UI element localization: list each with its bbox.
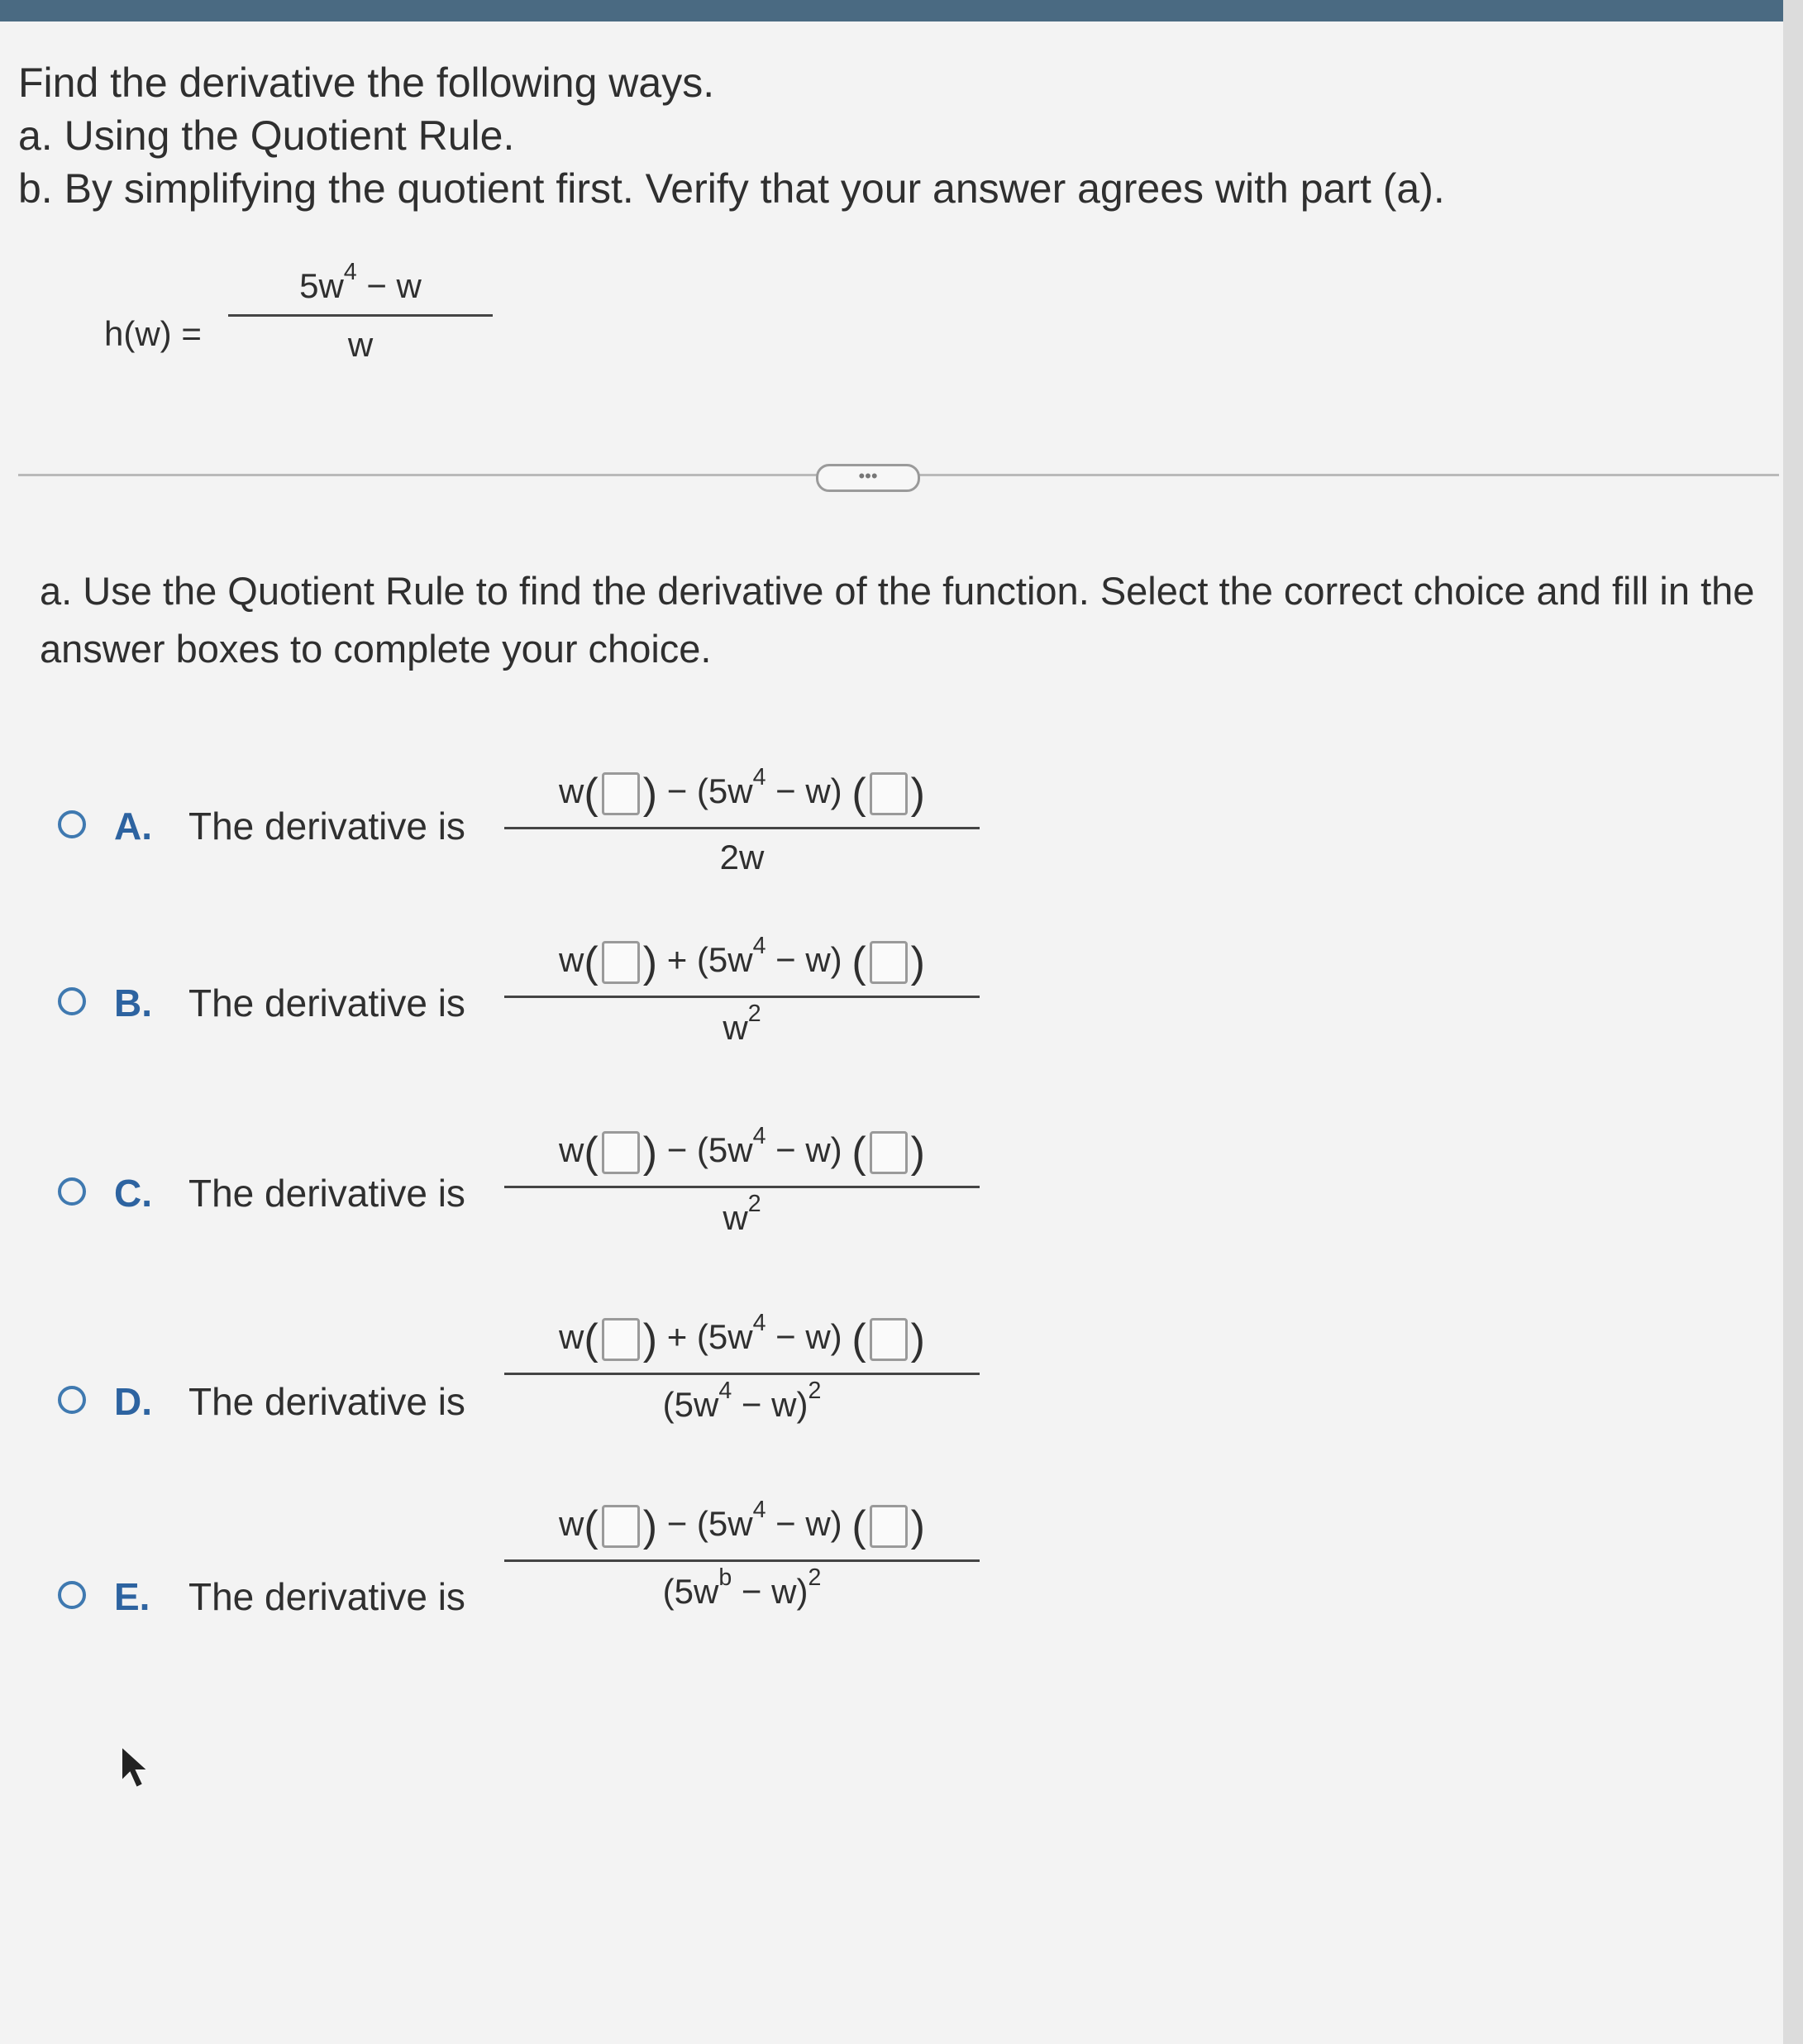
function-denominator: w	[347, 325, 374, 364]
choice-c[interactable]	[58, 1122, 1017, 1277]
choice-e[interactable]	[58, 1496, 1017, 1650]
denominator-d	[504, 1375, 980, 1425]
operator-e: −	[666, 1504, 688, 1544]
denominator-inner-exponent-d: 4	[718, 1377, 732, 1404]
numerator-c: w( ) − $(5w^4 - w)$ ( )	[559, 1122, 925, 1177]
numerator-w: w	[559, 1504, 584, 1544]
radio-button-b[interactable]	[58, 987, 86, 1015]
choice-text-d: The derivative is	[188, 1380, 465, 1423]
choice-letter-d: D.	[114, 1380, 152, 1423]
group-base: (5w	[696, 1130, 753, 1170]
group-exponent: 4	[752, 1309, 766, 1336]
operator-b: +	[666, 940, 688, 980]
group-exponent: 4	[752, 932, 766, 959]
derivative-fraction-e	[504, 1496, 980, 1612]
operator-c: −	[666, 1130, 688, 1170]
radio-button-a[interactable]	[58, 810, 86, 838]
derivative-fraction-a	[504, 763, 980, 877]
operator-a: −	[666, 771, 688, 811]
answer-box-c-1[interactable]	[602, 1131, 640, 1174]
denominator-e	[504, 1562, 980, 1612]
choice-d[interactable]	[58, 1309, 1017, 1464]
numerator-b: w( ) + $(5w^4 - w)$ ( )	[559, 932, 925, 986]
function-lhs: h(w) =	[104, 314, 202, 353]
group-base: (5w	[696, 1317, 753, 1357]
answer-box-b-1[interactable]	[602, 941, 640, 984]
group-tail: − w)	[766, 1504, 842, 1544]
instruction-line-1: Find the derivative the following ways.	[18, 60, 715, 106]
radio-button-e[interactable]	[58, 1581, 86, 1609]
group-tail: − w)	[766, 771, 842, 811]
group-tail: − w)	[766, 940, 842, 980]
radio-button-d[interactable]	[58, 1386, 86, 1414]
answer-box-a-2[interactable]	[870, 772, 908, 815]
choice-letter-a: A.	[114, 805, 152, 848]
choice-a[interactable]	[58, 761, 1017, 910]
group-base: (5w	[696, 940, 753, 980]
numerator-base: 5w	[299, 266, 344, 305]
denominator-outer-exponent-d: 2	[808, 1377, 822, 1404]
denominator-a: 2w	[719, 838, 765, 876]
numerator-exponent: 4	[343, 258, 357, 285]
choice-text-a: The derivative is	[188, 805, 465, 848]
operator-d: +	[666, 1317, 688, 1357]
denominator-inner-base-d: (5w	[662, 1385, 719, 1424]
group-base: (5w	[696, 771, 753, 811]
derivative-fraction-d	[504, 1309, 980, 1425]
denominator-base-b: w	[723, 1008, 748, 1047]
numerator-w: w	[559, 1130, 584, 1170]
group-exponent: 4	[752, 1496, 766, 1523]
answer-box-c-2[interactable]	[870, 1131, 908, 1174]
answer-box-b-2[interactable]	[870, 941, 908, 984]
radio-button-c[interactable]	[58, 1177, 86, 1206]
choice-b[interactable]	[58, 932, 1017, 1086]
choice-letter-b: B.	[114, 981, 152, 1024]
instruction-line-2: a. Using the Quotient Rule.	[18, 112, 515, 159]
choice-text-e: The derivative is	[188, 1575, 465, 1618]
numerator-w: w	[559, 940, 584, 980]
instruction-line-3: b. By simplifying the quotient first. Verify that your answer agrees with part (a).	[18, 165, 1445, 212]
group-base: (5w	[696, 1504, 753, 1544]
numerator-d: w( ) + $(5w^4 - w)$ ( )	[559, 1309, 925, 1363]
numerator-e: w( ) − $(5w^4 - w)$ ( )	[559, 1496, 925, 1550]
denominator-exponent-c: 2	[747, 1190, 761, 1217]
function-fraction	[228, 258, 493, 365]
numerator-a: w( ) − $(5w^4 - w)$ ( )	[559, 763, 925, 818]
function-numerator	[228, 258, 493, 314]
group-tail: − w)	[766, 1317, 842, 1357]
part-a-prompt: a. Use the Quotient Rule to find the derivative of the function. Select the correct choice and fill in the answer boxes to complete your choice.	[40, 569, 1755, 671]
numerator-w: w	[559, 771, 584, 811]
more-options-button[interactable]: •••	[816, 464, 920, 492]
denominator-base-c: w	[723, 1198, 748, 1237]
denominator-inner-base-e: (5w	[662, 1572, 719, 1611]
denominator-outer-exponent-e: 2	[808, 1564, 822, 1591]
denominator-inner-tail-e: − w)	[732, 1572, 808, 1611]
choice-letter-e: E.	[114, 1575, 150, 1618]
choice-text-c: The derivative is	[188, 1172, 465, 1215]
top-bar	[0, 0, 1803, 21]
group-exponent: 4	[752, 763, 766, 790]
answer-box-d-1[interactable]	[602, 1318, 640, 1361]
answer-box-e-2[interactable]	[870, 1505, 908, 1548]
choice-text-b: The derivative is	[188, 981, 465, 1024]
derivative-fraction-b	[504, 932, 980, 1048]
numerator-w: w	[559, 1317, 584, 1357]
denominator-b	[504, 998, 980, 1048]
denominator-inner-tail-d: − w)	[732, 1385, 808, 1424]
choice-letter-c: C.	[114, 1172, 152, 1215]
answer-box-e-1[interactable]	[602, 1505, 640, 1548]
denominator-inner-exponent-e: b	[718, 1564, 732, 1591]
denominator-exponent-b: 2	[747, 1000, 761, 1027]
derivative-fraction-c	[504, 1122, 980, 1238]
denominator-c	[504, 1188, 980, 1238]
scrollbar-track[interactable]	[1783, 0, 1803, 2044]
numerator-tail: − w	[356, 266, 422, 305]
group-tail: − w)	[766, 1130, 842, 1170]
group-exponent: 4	[752, 1122, 766, 1149]
problem-instructions	[18, 56, 1445, 215]
answer-box-d-2[interactable]	[870, 1318, 908, 1361]
answer-box-a-1[interactable]	[602, 772, 640, 815]
